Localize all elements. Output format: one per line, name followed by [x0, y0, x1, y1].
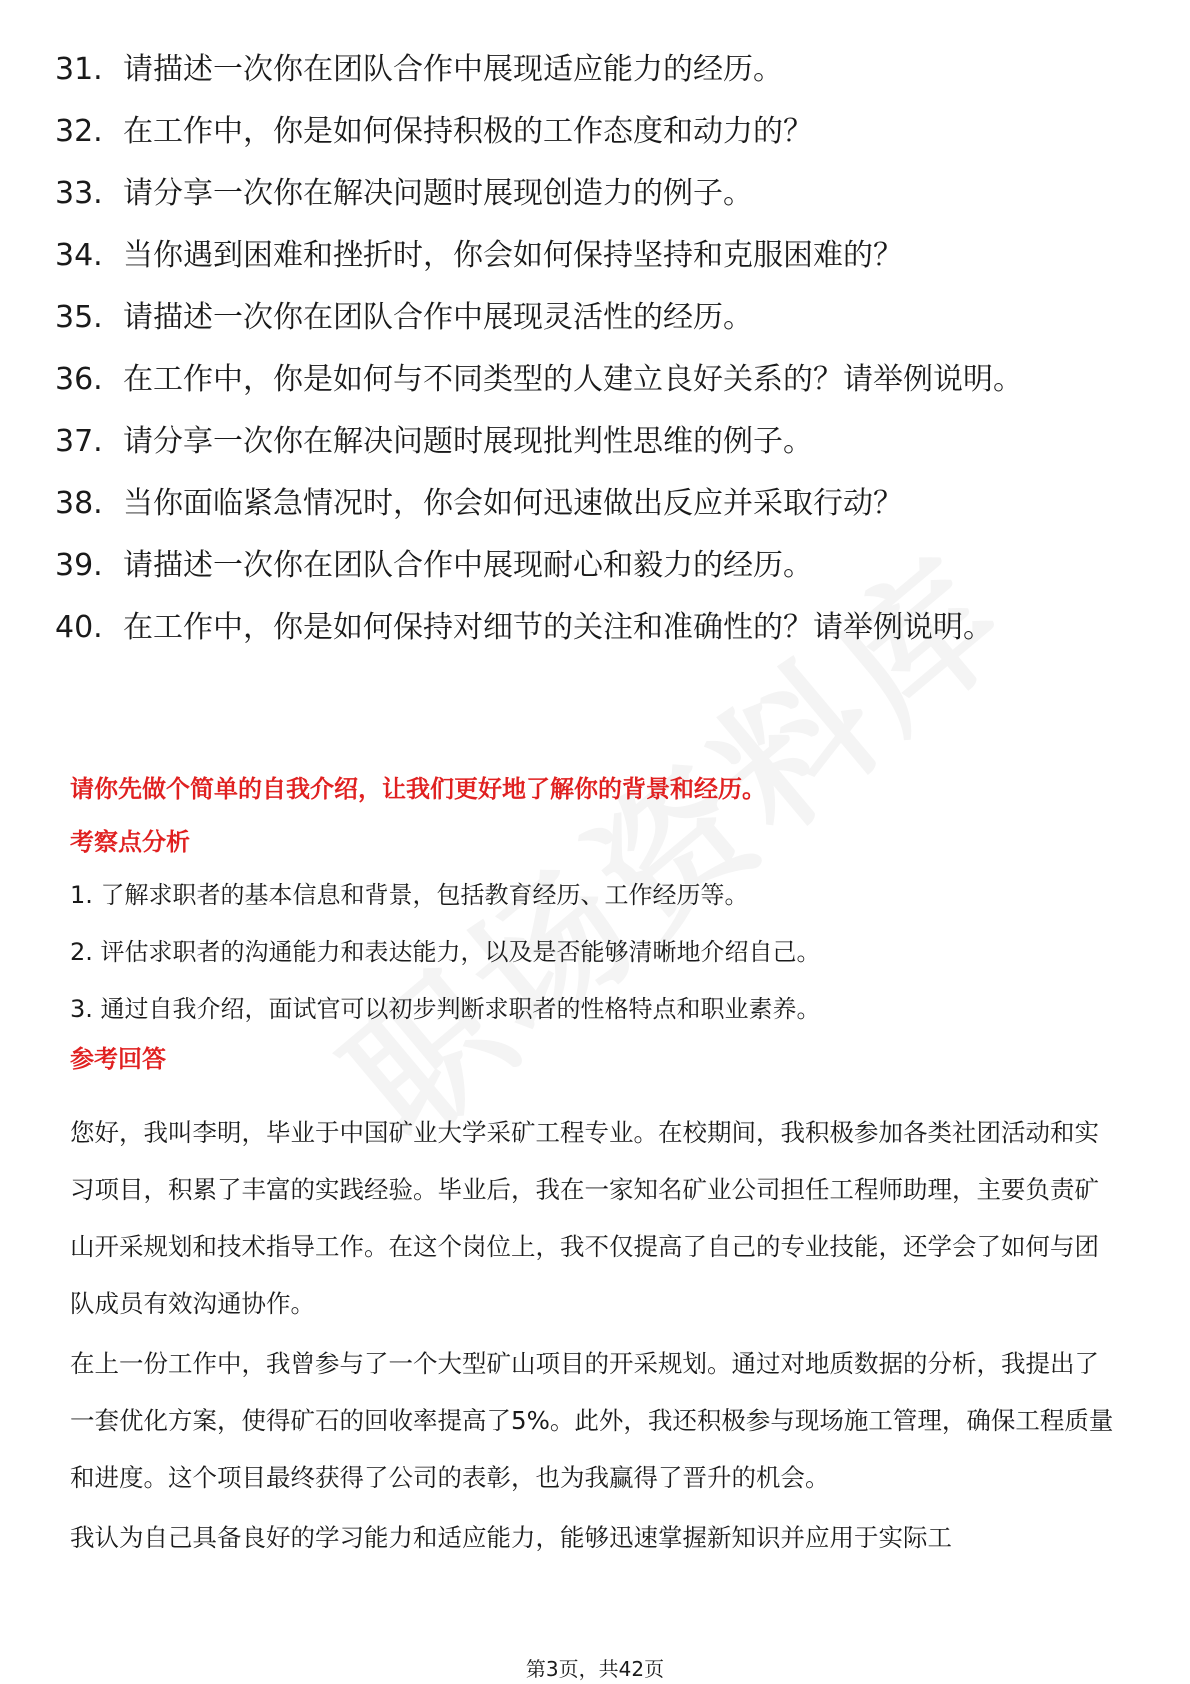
answer-heading: 参考回答 [70, 1045, 166, 1073]
question-number: 40. [55, 610, 103, 645]
question-text: 当你面临紧急情况时，你会如何迅速做出反应并采取行动？ [123, 486, 903, 521]
question-item [55, 546, 1115, 586]
question-item [55, 174, 1115, 214]
question-text: 请描述一次你在团队合作中展现灵活性的经历。 [123, 300, 753, 335]
question-list [55, 50, 1115, 670]
question-number: 37. [55, 424, 103, 459]
analysis-point: 3. 通过自我介绍，面试官可以初步判断求职者的性格特点和职业素养。 [70, 995, 821, 1023]
question-number: 34. [55, 238, 103, 273]
question-item [55, 422, 1115, 462]
question-item [55, 236, 1115, 276]
answer-body [70, 1104, 1120, 1569]
question-text: 在工作中，你是如何保持积极的工作态度和动力的？ [123, 114, 813, 149]
analysis-points [70, 878, 1120, 1049]
question-number: 36. [55, 362, 103, 397]
question-text: 请描述一次你在团队合作中展现耐心和毅力的经历。 [123, 548, 813, 583]
question-text: 在工作中，你是如何保持对细节的关注和准确性的？请举例说明。 [123, 610, 993, 645]
question-text: 请分享一次你在解决问题时展现批判性思维的例子。 [123, 424, 813, 459]
question-item [55, 360, 1115, 400]
question-number: 35. [55, 300, 103, 335]
question-text: 在工作中，你是如何与不同类型的人建立良好关系的？请举例说明。 [123, 362, 1023, 397]
question-item [55, 484, 1115, 524]
question-item [55, 112, 1115, 152]
answer-paragraph: 在上一份工作中，我曾参与了一个大型矿山项目的开采规划。通过对地质数据的分析，我提出了一套优化方案，使得矿石的回收率提高了5%。此外，我还积极参与现场施工管理，确保工程质量和进度。这个项目最终获得了公司的表彰，也为我赢得了晋升的机会。 [70, 1349, 1114, 1492]
question-text: 当你遇到困难和挫折时，你会如何保持坚持和克服困难的？ [123, 238, 903, 273]
section-question: 请你先做个简单的自我介绍，让我们更好地了解你的背景和经历。 [70, 775, 766, 803]
question-item [55, 50, 1115, 90]
analysis-heading: 考察点分析 [70, 828, 190, 856]
question-text: 请分享一次你在解决问题时展现创造力的例子。 [123, 176, 753, 211]
question-item [55, 608, 1115, 648]
question-number: 31. [55, 52, 103, 87]
question-number: 32. [55, 114, 103, 149]
analysis-point: 2. 评估求职者的沟通能力和表达能力，以及是否能够清晰地介绍自己。 [70, 938, 821, 966]
question-text: 请描述一次你在团队合作中展现适应能力的经历。 [123, 52, 783, 87]
answer-paragraph: 我认为自己具备良好的学习能力和适应能力，能够迅速掌握新知识并应用于实际工 [70, 1523, 952, 1552]
question-number: 39. [55, 548, 103, 583]
answer-paragraph: 您好，我叫李明，毕业于中国矿业大学采矿工程专业。在校期间，我积极参加各类社团活动和实习项目，积累了丰富的实践经验。毕业后，我在一家知名矿业公司担任工程师助理，主要负责矿山开采规划和技术指导工作。在这个岗位上，我不仅提高了自己的专业技能，还学会了如何与团队成员有效沟通协作。 [70, 1118, 1099, 1318]
question-item [55, 298, 1115, 338]
page-footer: 第3页，共42页 [525, 1657, 665, 1681]
question-number: 38. [55, 486, 103, 521]
analysis-point: 1. 了解求职者的基本信息和背景，包括教育经历、工作经历等。 [70, 881, 749, 909]
question-number: 33. [55, 176, 103, 211]
